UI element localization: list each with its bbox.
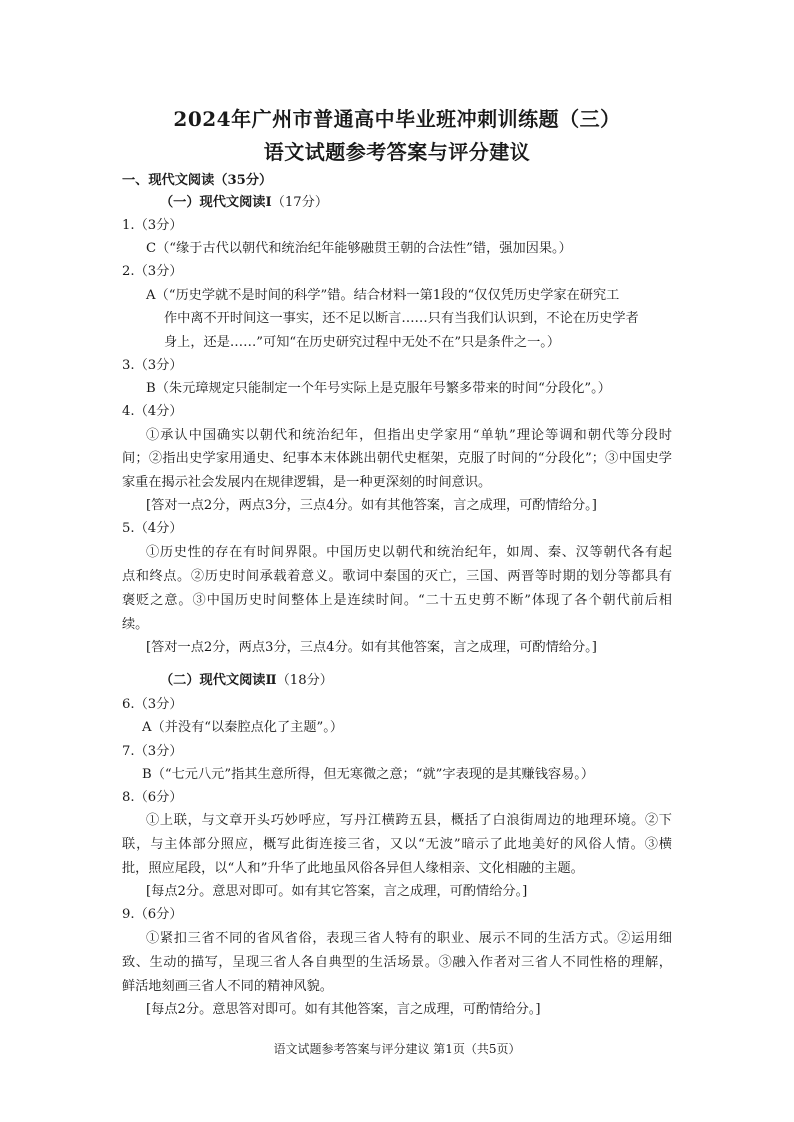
answer-text: ①承认中国确实以朝代和统治纪年，但指出史学家用“单轨”理论等调和朝代等分段时 bbox=[146, 428, 672, 443]
scoring-note: [每点2分。意思对即可。如有其它答案，言之成理，可酌情给分。] bbox=[146, 884, 528, 899]
scoring-note: [每点2分。意思答对即可。如有其他答案，言之成理，可酌情给分。] bbox=[146, 1002, 541, 1017]
section-heading: 一、现代文阅读（35分） bbox=[122, 173, 273, 188]
scoring-note: [答对一点2分，两点3分，三点4分。如有其他答案，言之成理，可酌情给分。] bbox=[146, 640, 597, 655]
question-number: 6.（3分） bbox=[122, 697, 183, 712]
page-subtitle: 语文试题参考答案与评分建议 bbox=[263, 140, 531, 164]
answer-text: 鲜活地刻画三省人不同的精神风貌。 bbox=[122, 979, 333, 994]
subsection-heading-2 bbox=[160, 672, 333, 690]
subsection-score: （17分） bbox=[271, 195, 329, 210]
question-number: 3.（3分） bbox=[122, 358, 183, 373]
answer-text: A（“历史学就不是时间的科学”错。结合材料一第1段的“仅仅凭历史学家在研究工 bbox=[146, 288, 620, 303]
answer-text: 褒贬之意。③中国历史时间整体上是连续时间。“二十五史剪不断”体现了各个朝代前后相 bbox=[122, 593, 672, 608]
question-number: 4.（4分） bbox=[122, 404, 183, 419]
answer-text: 批，照应尾段，以“人和”升华了此地虽风俗各异但人缘相亲、文化相融的主题。 bbox=[122, 861, 584, 876]
answer-text: 致、生动的描写，呈现三省人各自典型的生活场景。③融入作者对三省人不同性格的理解， bbox=[122, 955, 672, 970]
question-number: 5.（4分） bbox=[122, 521, 183, 536]
answer-text: 续。 bbox=[122, 617, 149, 632]
answer-text: C（“缘于古代以朝代和统治纪年能够融贯王朝的合法性”错，强加因果。） bbox=[146, 241, 572, 256]
page-title: 2024年广州市普通高中毕业班冲刺训练题（三） bbox=[173, 107, 621, 131]
answer-text: 联，与主体部分照应，概写此街连接三省，又以“无波”暗示了此地美好的风俗人情。③横 bbox=[122, 837, 672, 852]
answer-text: 家重在揭示社会发展内在规律逻辑，是一种更深刻的时间意识。 bbox=[122, 475, 492, 490]
answer-text: A（并没有“以秦腔点化了主题”。） bbox=[142, 720, 344, 735]
scoring-note: [答对一点2分，两点3分，三点4分。如有其他答案，言之成理，可酌情给分。] bbox=[146, 498, 597, 513]
subsection-label: （一）现代文阅读Ⅰ bbox=[160, 195, 272, 210]
question-number: 8.（6分） bbox=[122, 790, 183, 805]
subsection-heading-1 bbox=[160, 194, 328, 212]
answer-text: 身上，还是……”可知“在历史研究过程中无处不在”只是条件之一。） bbox=[164, 335, 561, 350]
subsection-score: （18分） bbox=[276, 673, 333, 688]
answer-text: ①上联，与文章开头巧妙呼应，写丹江横跨五县，概括了白浪街周边的地理环境。②下 bbox=[146, 813, 672, 828]
answer-text: 点和终点。②历史时间承载着意义。歌词中秦国的灭亡，三国、两晋等时期的划分等都具有 bbox=[122, 569, 672, 584]
answer-text: 作中离不开时间这一事实，还不足以断言……只有当我们认识到，不论在历史学者 bbox=[164, 311, 639, 326]
question-number: 7.（3分） bbox=[122, 744, 183, 759]
subsection-label: （二）现代文阅读Ⅱ bbox=[160, 673, 277, 688]
answer-text: 间；②指出史学家用通史、纪事本末体跳出朝代史框架，克服了时间的“分段化”；③中国史学 bbox=[122, 451, 672, 466]
page-footer: 语文试题参考答案与评分建议 第1页（共5页） bbox=[273, 1042, 521, 1056]
answer-text: ①紧扣三省不同的省风省俗，表现三省人特有的职业、展示不同的生活方式。②运用细 bbox=[146, 931, 672, 946]
answer-text: B（朱元璋规定只能制定一个年号实际上是克服年号繁多带来的时间“分段化”。） bbox=[146, 381, 611, 396]
answer-text: B（“七元八元”指其生意所得，但无寒微之意；“就”字表现的是其赚钱容易。） bbox=[142, 767, 595, 782]
question-number: 9.（6分） bbox=[122, 907, 183, 922]
answer-text: ①历史性的存在有时间界限。中国历史以朝代和统治纪年，如周、秦、汉等朝代各有起 bbox=[146, 545, 672, 560]
question-number: 2.（3分） bbox=[122, 264, 183, 279]
question-number: 1.（3分） bbox=[122, 218, 183, 233]
